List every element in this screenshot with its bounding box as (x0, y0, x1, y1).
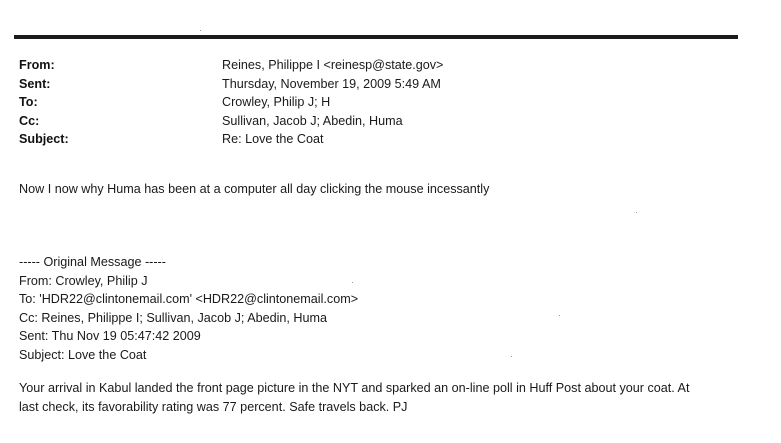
original-from: From: Crowley, Philip J (19, 273, 148, 288)
original-cc: Cc: Reines, Philippe I; Sullivan, Jacob J; Abedin, Huma (19, 310, 328, 325)
original-subject: Subject: Love the Coat (19, 347, 147, 362)
scan-speck (200, 30, 201, 31)
subject-value: Re: Love the Coat (222, 132, 324, 147)
header-rule (14, 35, 738, 39)
original-sent: Sent: Thu Nov 19 05:47:42 2009 (19, 329, 201, 343)
cc-row (19, 112, 719, 131)
to-label: To: (19, 95, 38, 110)
to-value: Crowley, Philip J; H (222, 95, 331, 110)
original-body-line-2: last check, its favorability rating was 77 percent. Safe travels back. PJ (19, 399, 408, 414)
sent-value: Thursday, November 19, 2009 5:49 AM (222, 76, 441, 91)
reply-body (19, 180, 759, 199)
from-label: From: (19, 58, 55, 73)
cc-value: Sullivan, Jacob J; Abedin, Huma (222, 113, 403, 128)
to-row (19, 93, 719, 112)
scan-speck (559, 315, 560, 316)
from-row (19, 56, 719, 75)
original-body (19, 379, 759, 416)
scan-speck (636, 212, 637, 213)
sent-label: Sent: (19, 76, 51, 91)
subject-row (19, 130, 719, 149)
original-message (19, 253, 759, 364)
scan-speck (511, 356, 512, 357)
subject-label: Subject: (19, 132, 69, 147)
scan-speck (352, 282, 353, 283)
reply-text: Now I now why Huma has been at a computer all day clicking the mouse incessantly (19, 182, 490, 196)
original-separator: ----- Original Message ----- (19, 255, 166, 269)
email-header (19, 56, 719, 149)
original-body-line-1: Your arrival in Kabul landed the front page picture in the NYT and sparked an on-line poll in Huff Post about your coat. At (19, 381, 690, 395)
from-value: Reines, Philippe I <reinesp@state.gov> (222, 58, 444, 73)
original-to: To: 'HDR22@clintonemail.com' <HDR22@clintonemail.com> (19, 292, 359, 306)
cc-label: Cc: (19, 113, 40, 128)
sent-row (19, 75, 719, 94)
